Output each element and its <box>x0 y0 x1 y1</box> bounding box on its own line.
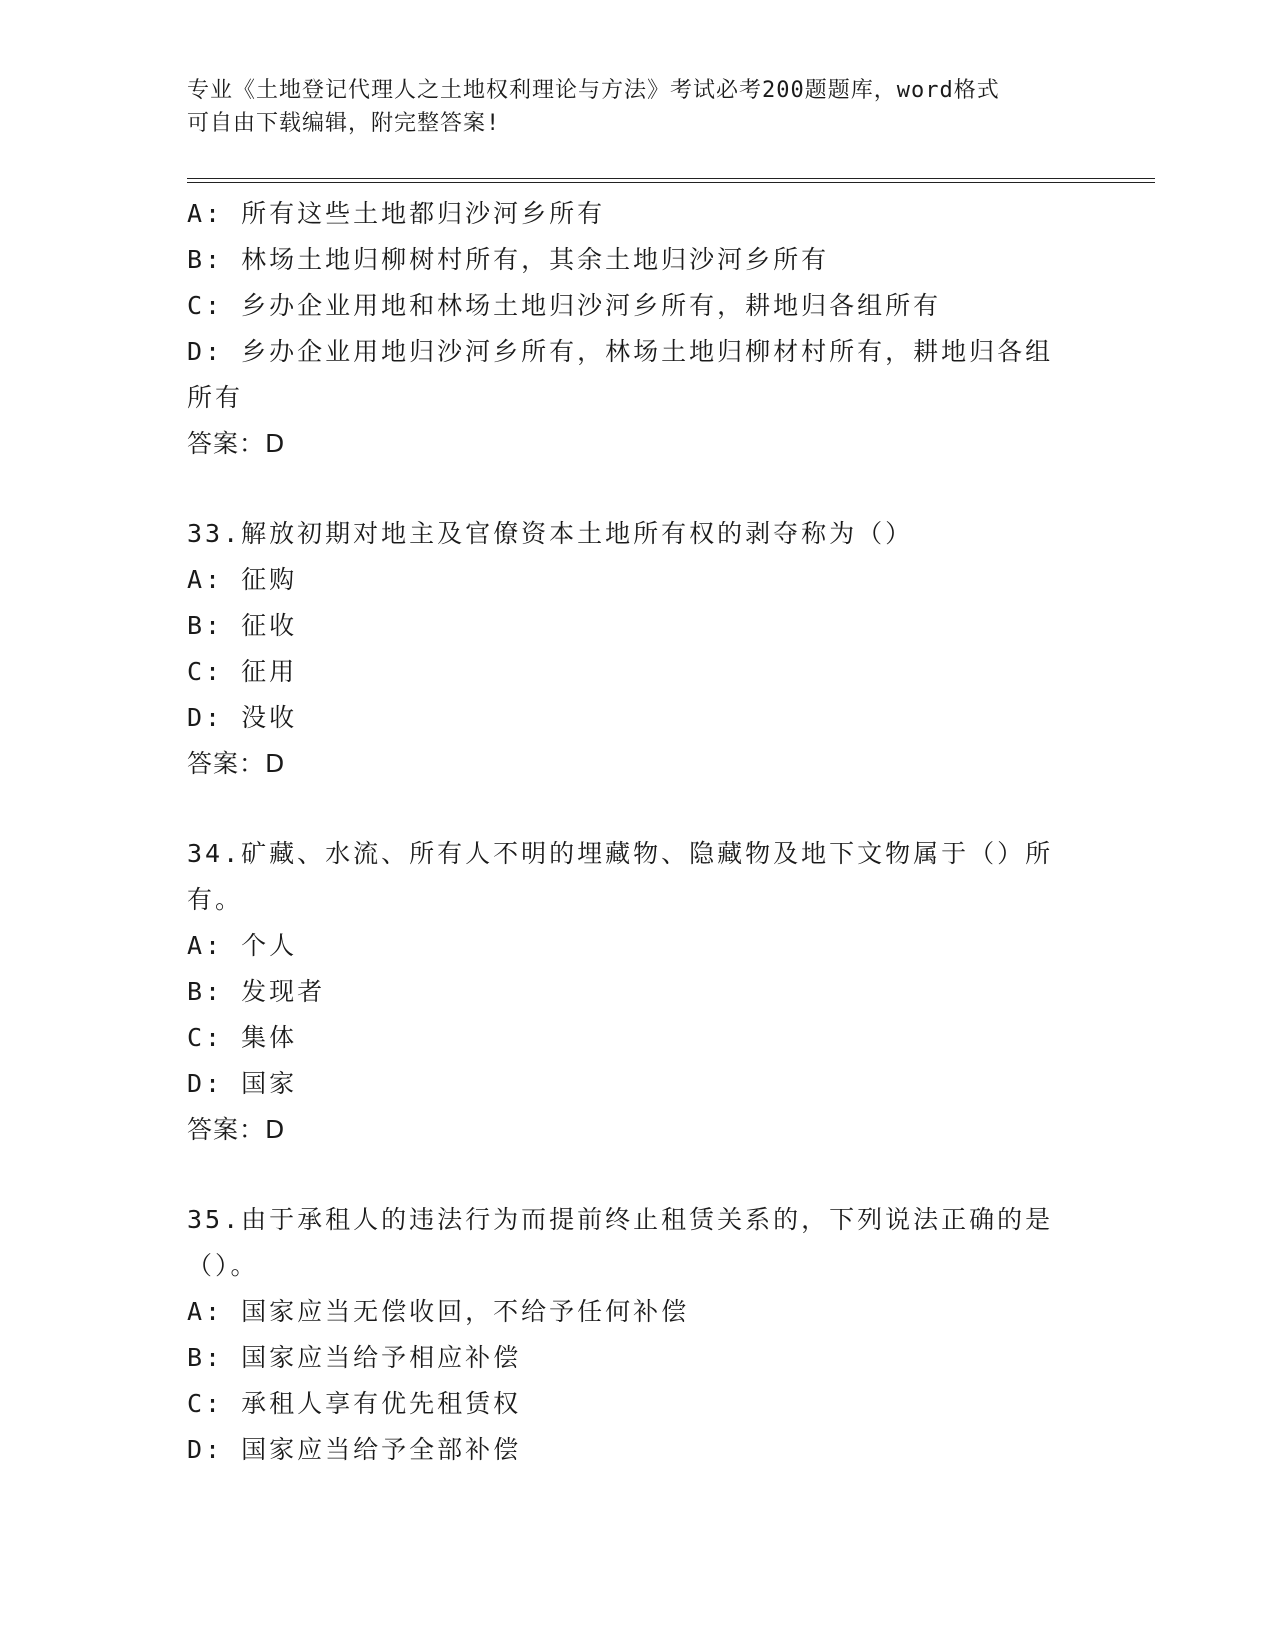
question-stem-continued: 有。 <box>187 885 244 914</box>
option-d-continued: 所有 <box>187 383 244 412</box>
question-35 <box>187 1197 1087 1473</box>
question-33 <box>187 511 1087 787</box>
document-header <box>187 74 1067 140</box>
option-a: A: 国家应当无偿收回，不给予任何补偿 <box>187 1297 690 1326</box>
question-34 <box>187 831 1087 1153</box>
option-d: D: 国家应当给予全部补偿 <box>187 1435 522 1464</box>
option-a: A: 个人 <box>187 931 298 960</box>
option-b: B: 征收 <box>187 611 298 640</box>
option-d: D: 乡办企业用地归沙河乡所有，林场土地归柳材村所有，耕地归各组 <box>187 337 1054 366</box>
answer-label: 答案：D <box>187 429 286 458</box>
question-stem-continued: （）。 <box>187 1251 259 1280</box>
option-c: C: 乡办企业用地和林场土地归沙河乡所有，耕地归各组所有 <box>187 291 942 320</box>
option-c: C: 承租人享有优先租赁权 <box>187 1389 522 1418</box>
spacer <box>187 787 1087 831</box>
header-double-rule <box>187 178 1155 183</box>
option-c: C: 征用 <box>187 657 298 686</box>
question-stem: 35.由于承租人的违法行为而提前终止租赁关系的，下列说法正确的是 <box>187 1205 1054 1234</box>
option-d: D: 国家 <box>187 1069 298 1098</box>
question-stem: 34.矿藏、水流、所有人不明的埋藏物、隐藏物及地下文物属于（）所 <box>187 839 1054 868</box>
option-b: B: 林场土地归柳树村所有，其余土地归沙河乡所有 <box>187 245 830 274</box>
header-title-line-1: 专业《土地登记代理人之土地权利理论与方法》考试必考200题题库，word格式 <box>187 78 1000 103</box>
option-d: D: 没收 <box>187 703 298 732</box>
answer-label: 答案：D <box>187 749 286 778</box>
spacer <box>187 1153 1087 1197</box>
question-32-continued <box>187 191 1087 467</box>
question-list <box>187 191 1087 1473</box>
option-b: B: 发现者 <box>187 977 326 1006</box>
answer-label: 答案：D <box>187 1115 286 1144</box>
option-b: B: 国家应当给予相应补偿 <box>187 1343 522 1372</box>
option-c: C: 集体 <box>187 1023 298 1052</box>
option-a: A: 征购 <box>187 565 298 594</box>
option-a: A: 所有这些土地都归沙河乡所有 <box>187 199 606 228</box>
question-stem: 33.解放初期对地主及官僚资本土地所有权的剥夺称为（） <box>187 519 914 548</box>
spacer <box>187 467 1087 511</box>
header-title-line-2: 可自由下载编辑，附完整答案! <box>187 111 501 136</box>
